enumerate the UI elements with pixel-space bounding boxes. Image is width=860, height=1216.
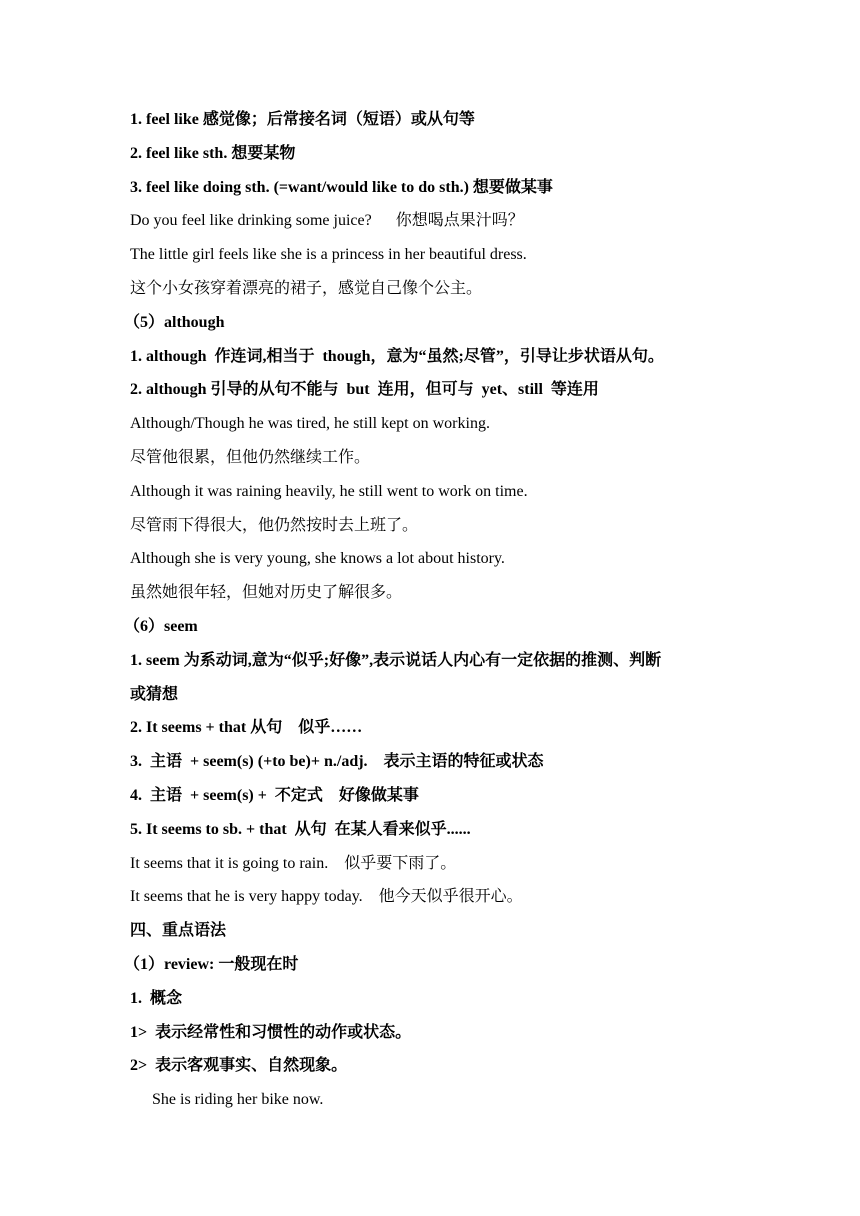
feel-like-example-1: Do you feel like drinking some juice? 你想喝点果汁吗？ [130, 212, 524, 230]
feel-like-example-2: The little girl feels like she is a princess in her beautiful dress. [130, 246, 527, 264]
although-example-1: Although/Though he was tired, he still kept on working. [130, 415, 490, 433]
feel-like-rule-1: 1. feel like 感觉像；后常接名词（短语）或从句等 [130, 111, 475, 128]
section-heading-although: （5）although [124, 313, 225, 331]
seem-rule-5: 5. It seems to sb. + that 从句 在某人看来似乎...... [130, 820, 471, 838]
concept-example: She is riding her bike now. [152, 1091, 324, 1109]
subsection-heading-review: （1）review: 一般现在时 [124, 955, 299, 973]
seem-rule-2: 2. It seems + that 从句 似乎…… [130, 719, 363, 737]
concept-heading: 1. 概念 [130, 989, 183, 1007]
seem-rule-1-continued: 或猜想 [130, 685, 179, 703]
seem-rule-1: 1. seem 为系动词,意为“似乎;好像”,表示说话人内心有一定依据的推测、判断 [130, 651, 662, 669]
concept-point-2: 2> 表示客观事实、自然现象。 [130, 1057, 348, 1075]
concept-point-1: 1> 表示经常性和习惯性的动作或状态。 [130, 1023, 412, 1041]
feel-like-example-2-translation: 这个小女孩穿着漂亮的裙子，感觉自己像个公主。 [130, 279, 483, 297]
seem-rule-4: 4. 主语 + seem(s) + 不定式 好像做某事 [130, 786, 419, 804]
although-example-2: Although it was raining heavily, he still went to work on time. [130, 482, 528, 500]
section-heading-seem: （6）seem [124, 617, 198, 635]
although-example-2-translation: 尽管雨下得很大，他仍然按时去上班了。 [130, 516, 419, 534]
although-example-1-translation: 尽管他很累，但他仍然继续工作。 [130, 448, 371, 466]
seem-rule-3: 3. 主语 + seem(s) (+to be)+ n./adj. 表示主语的特征或状态 [130, 753, 544, 771]
feel-like-rule-3: 3. feel like doing sth. (=want/would like to do sth.) 想要做某事 [130, 178, 553, 196]
although-example-3-translation: 虽然她很年轻，但她对历史了解很多。 [130, 584, 403, 602]
section-heading-grammar: 四、重点语法 [130, 922, 227, 940]
document-page [124, 103, 770, 1117]
seem-example-2: It seems that he is very happy today. 他今天似乎很开心。 [130, 888, 523, 906]
although-rule-1: 1. although 作连词,相当于 though，意为“虽然;尽管”，引导让步状语从句。 [130, 347, 664, 365]
although-rule-2: 2. although 引导的从句不能与 but 连用，但可与 yet、still 等连用 [130, 381, 599, 399]
although-example-3: Although she is very young, she knows a lot about history. [130, 550, 505, 568]
seem-example-1: It seems that it is going to rain. 似乎要下雨了。 [130, 854, 457, 872]
feel-like-rule-2: 2. feel like sth. 想要某物 [130, 144, 296, 162]
